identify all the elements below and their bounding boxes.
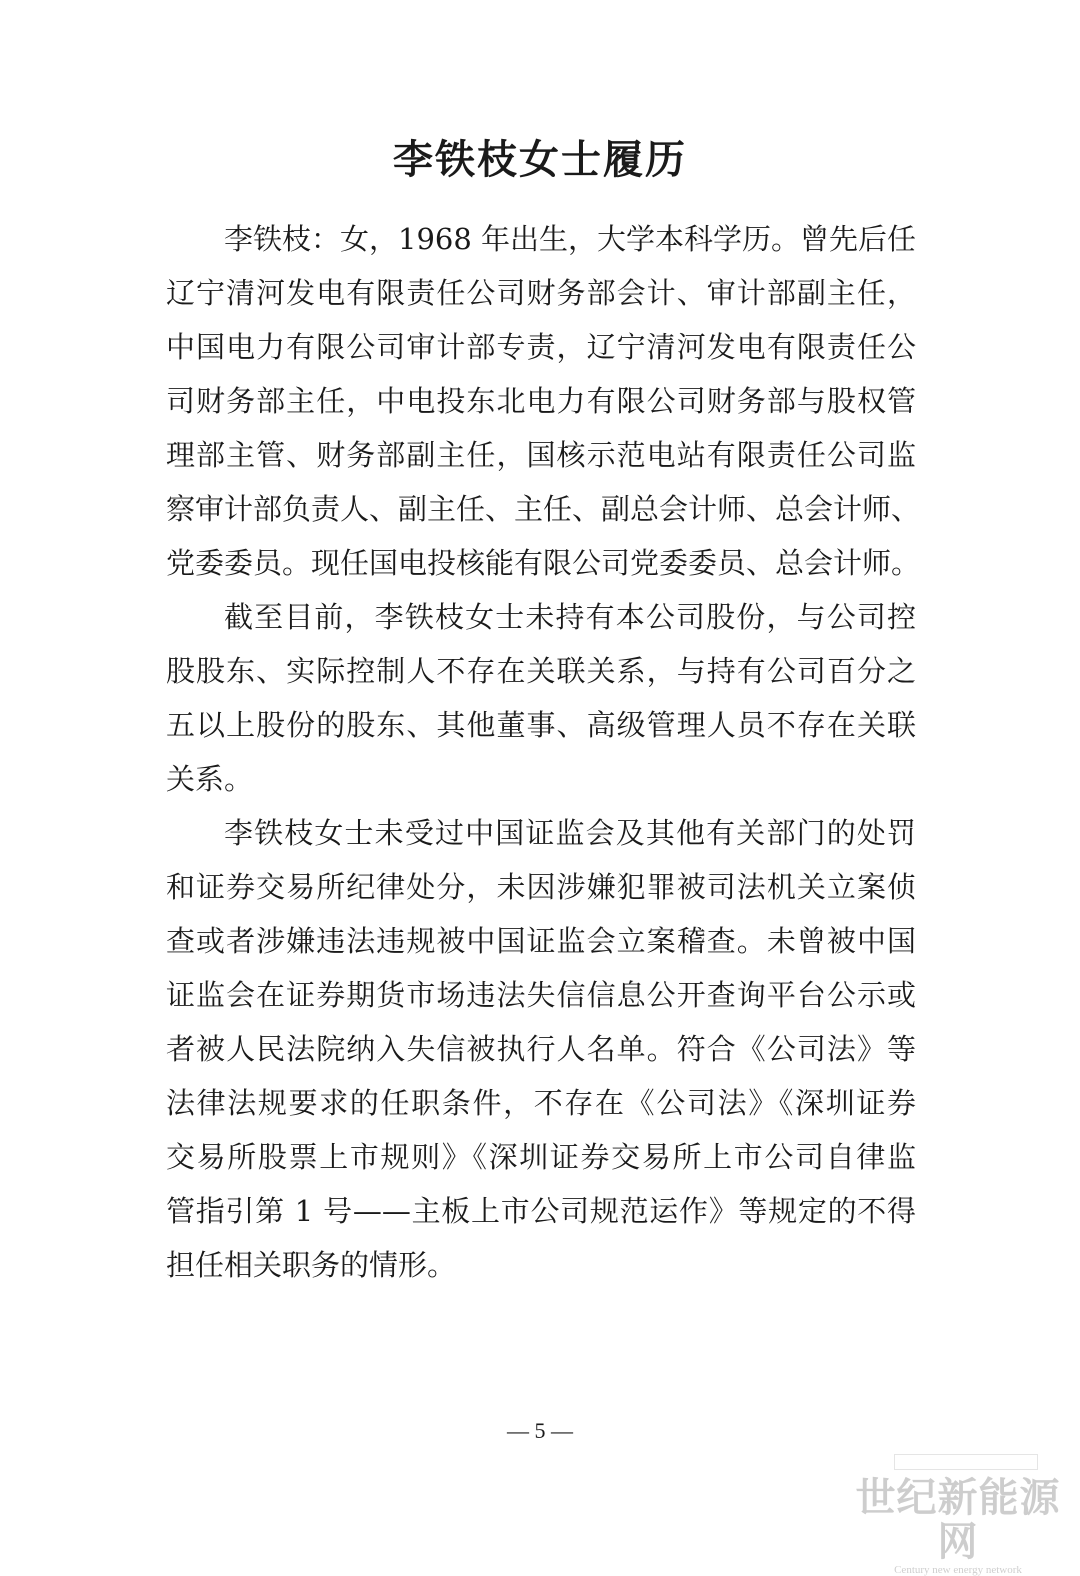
watermark-logo — [846, 1476, 1070, 1576]
text-line: 李铁枝女士未受过中国证监会及其他有关部门的处罚 — [224, 816, 916, 850]
text-line: 五以上股份的股东、其他董事、高级管理人员不存在关联 — [166, 708, 916, 742]
text-line: 担任相关职务的情形。 — [166, 1248, 457, 1282]
watermark-strip — [894, 1454, 1038, 1470]
text-line: 证监会在证券期货市场违法失信信息公开查询平台公示或 — [166, 978, 916, 1012]
paragraph-shareholding — [166, 590, 916, 806]
document-body — [166, 212, 921, 1292]
paragraph-biography — [166, 212, 921, 590]
text-line: 察审计部负责人、副主任、主任、副总会计师、总会计师、 — [166, 492, 921, 526]
watermark-main-text: 世纪新能源网 — [855, 1474, 1061, 1565]
text-line: 管指引第 1 号——主板上市公司规范运作》等规定的不得 — [166, 1194, 916, 1228]
text-line: 查或者涉嫌违法违规被中国证监会立案稽查。未曾被中国 — [166, 924, 916, 958]
text-line: 关系。 — [166, 762, 254, 796]
text-line: 理部主管、财务部副主任，国核示范电站有限责任公司监 — [166, 438, 916, 472]
text-line: 中国电力有限公司审计部专责，辽宁清河发电有限责任公 — [166, 330, 916, 364]
paragraph-compliance — [166, 806, 916, 1292]
page-title: 李铁枝女士履历 — [393, 137, 687, 183]
text-line: 股股东、实际控制人不存在关联关系，与持有公司百分之 — [166, 654, 916, 688]
text-line: 者被人民法院纳入失信被执行人名单。符合《公司法》等 — [166, 1032, 916, 1066]
text-line: 李铁枝：女，1968 年出生，大学本科学历。曾先后任 — [224, 222, 917, 256]
page-number: — 5 — — [507, 1418, 573, 1443]
text-line: 法律法规要求的任职条件，不存在《公司法》《深圳证券 — [166, 1086, 916, 1120]
text-line: 和证券交易所纪律处分，未因涉嫌犯罪被司法机关立案侦 — [166, 870, 916, 904]
text-line: 党委委员。现任国电投核能有限公司党委委员、总会计师。 — [166, 546, 921, 580]
text-line: 截至目前，李铁枝女士未持有本公司股份，与公司控 — [224, 600, 916, 634]
text-line: 交易所股票上市规则》《深圳证券交易所上市公司自律监 — [166, 1140, 916, 1174]
text-line: 辽宁清河发电有限责任公司财务部会计、审计部副主任， — [166, 276, 916, 310]
text-line: 司财务部主任，中电投东北电力有限公司财务部与股权管 — [166, 384, 916, 418]
watermark-sub-text: Century new energy network — [894, 1564, 1022, 1576]
